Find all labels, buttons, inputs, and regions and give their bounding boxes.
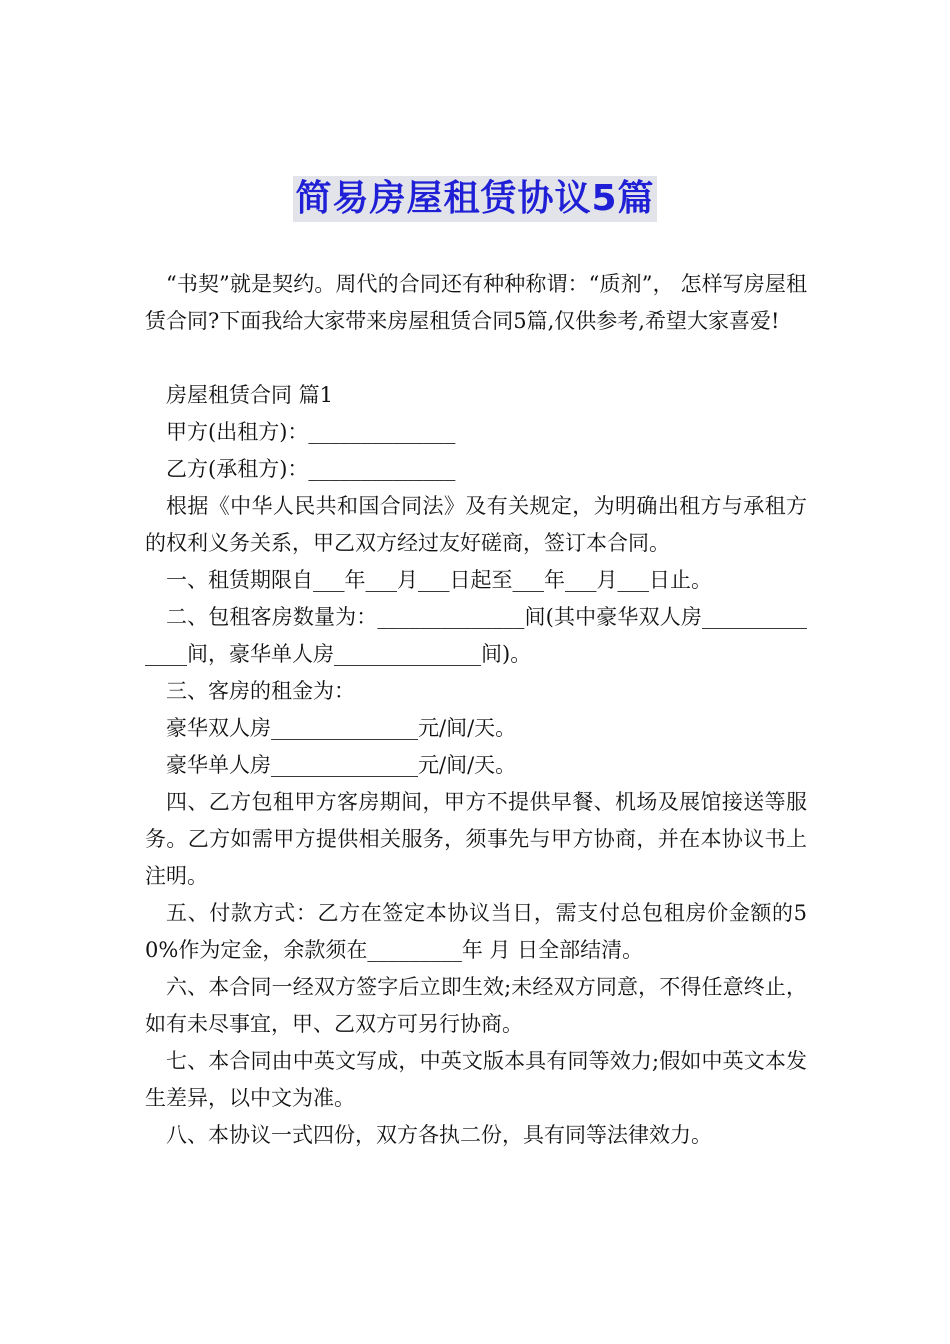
clause-preamble: 根据《中华人民共和国合同法》及有关规定，为明确出租方与承租方的权利义务关系，甲乙双方经过友好磋商，签订本合同。 xyxy=(145,494,807,555)
clause-5-payment: 五、付款方式：乙方在签定本协议当日，需支付总包租房价金额的50%作为定金，余款须在_________年 月 日全部结清。 xyxy=(145,901,807,962)
clause-2-room-count: 二、包租客房数量为：______________间(其中豪华双人房______________间，豪华单人房______________间)。 xyxy=(145,605,807,666)
document-title: 简易房屋租赁协议5篇 xyxy=(293,176,656,222)
clause-7-language: 七、本合同由中英文写成，中英文版本具有同等效力;假如中英文本发生差异，以中文为准。 xyxy=(145,1049,807,1110)
paragraph-spacer xyxy=(145,340,807,377)
clause-3-rent: 三、客房的租金为： xyxy=(166,679,355,703)
contract-heading: 房屋租赁合同 篇1 xyxy=(166,383,334,407)
party-b-line: 乙方(承租方)：______________ xyxy=(166,457,456,481)
clause-3-double-room-rate: 豪华双人房______________元/间/天。 xyxy=(166,716,517,740)
intro-paragraph: “书契”就是契约。周代的合同还有种种称谓：“质剂”， 怎样写房屋租赁合同?下面我给大家带来房屋租赁合同5篇,仅供参考,希望大家喜爱! xyxy=(145,272,807,333)
clause-6-effect: 六、本合同一经双方签字后立即生效;未经双方同意，不得任意终止，如有未尽事宜，甲、乙双方可另行协商。 xyxy=(145,975,807,1036)
clause-1-term: 一、租赁期限自___年___月___日起至___年___月___日止。 xyxy=(166,568,712,592)
clause-3-single-room-rate: 豪华单人房______________元/间/天。 xyxy=(166,753,517,777)
title-block xyxy=(0,176,950,222)
clause-4-services: 四、乙方包租甲方客房期间，甲方不提供早餐、机场及展馆接送等服务。乙方如需甲方提供相关服务，须事先与甲方协商，并在本协议书上注明。 xyxy=(145,790,807,888)
party-a-line: 甲方(出租方)：______________ xyxy=(166,420,456,444)
clause-8-copies: 八、本协议一式四份，双方各执二份，具有同等法律效力。 xyxy=(166,1123,712,1147)
document-body xyxy=(145,266,807,1154)
